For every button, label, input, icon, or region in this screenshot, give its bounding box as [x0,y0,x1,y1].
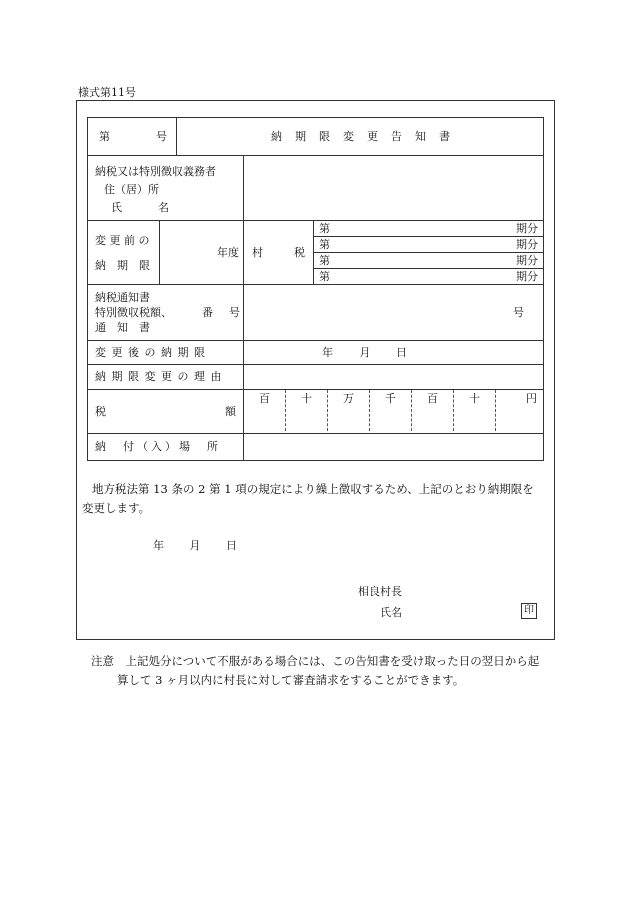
after-hi: 日 [396,345,407,359]
name-label: 氏 名 [111,201,169,214]
payment-place-label-cell [88,434,244,461]
village-label: 村 [252,245,263,259]
reason-value[interactable] [244,365,544,390]
payment-place-label: 納 付（入）場 所 [95,440,221,453]
village-tax-cell [244,221,314,285]
payment-place-row [88,434,544,461]
tax-amount-label-b: 額 [225,404,236,418]
taxpayer-value[interactable] [244,156,544,221]
after-nen: 年 [322,345,333,359]
taxpayer-label: 納税又は特別徴収義務者 [95,165,216,178]
periods-cell [314,221,544,285]
unit-sen: 千 [370,390,412,431]
after-label-cell [88,341,244,365]
payment-place-value[interactable] [244,434,544,461]
before-row [88,221,544,285]
nendo-label: 年度 [217,245,239,259]
go-label: 号 [156,129,167,143]
header-row [88,118,544,156]
after-label: 変 更 後 の 納 期 限 [95,345,206,359]
note-line2: 算して 3 ヶ月以内に村長に対して審査請求をすることができます。 [117,673,465,687]
tax-amount-label-a: 税 [95,404,106,418]
unit-en: 円 [526,392,537,405]
bango-label: 番 号 [202,306,240,319]
taxpayer-label-cell [88,156,244,221]
seal-mark: 印 [521,603,537,619]
after-tsuki: 月 [359,345,371,359]
note-line1: 注意 上記処分について不服がある場合には、この告知書を受け取った日の翌日から起 [91,654,540,668]
tax-amount-row [88,390,544,434]
before-label-top: 変 更 前 の [95,233,150,247]
period-row[interactable]: 第 期分 [314,221,543,237]
fiscal-year-cell[interactable] [160,221,244,285]
date-hi: 日 [226,539,237,552]
notice-line2: 特別徴収税額、 [95,306,172,319]
date-tsuki: 月 [189,539,201,552]
after-date-cell[interactable] [244,341,544,365]
reason-label-cell [88,365,244,390]
amount-units [244,390,543,431]
issuer-name-label: 氏名 [380,606,402,619]
unit-man: 万 [328,390,370,431]
reason-label: 納 期 限 変 更 の 理 由 [95,370,223,383]
address-label: 住（居）所 [104,183,159,196]
body-text-line1: 地方税法第 13 条の 2 第 1 項の規定により繰上徴収するため、上記のとおり納期限を [92,482,534,496]
notice-line1: 納税通知書 [95,291,150,304]
notice-go-label: 号 [513,305,524,319]
notice-line3: 通 知 書 [95,321,150,334]
body-text-line2: 変更します。 [82,501,151,515]
form-number: 様式第11号 [78,86,136,99]
tax-label: 税 [294,245,305,259]
issuer-title: 相良村長 [358,585,402,598]
dai-label: 第 [99,129,110,143]
before-label-cell [88,221,160,285]
document-title: 納 期 限 変 更 告 知 書 [271,129,450,143]
notice-row [88,285,544,341]
unit-hyaku-man: 百 [244,390,286,431]
notice-number-cell[interactable] [244,285,544,341]
before-label-bottom: 納 期 限 [95,258,150,272]
unit-hyaku: 百 [412,390,454,431]
period-row[interactable]: 第 期分 [319,270,538,283]
period-row[interactable]: 第 期分 [314,253,543,269]
unit-juu-man: 十 [286,390,328,431]
period-row[interactable]: 第 期分 [314,237,543,253]
tax-amount-value[interactable] [244,390,544,434]
after-row [88,341,544,365]
taxpayer-row [88,156,544,221]
title-cell [177,118,544,156]
number-cell [88,118,177,156]
notice-label-cell [88,285,244,341]
reason-row [88,365,544,390]
issue-date [153,537,237,553]
notice-form-table [87,117,544,461]
date-nen: 年 [153,539,164,552]
unit-juu: 十 [454,390,496,431]
tax-amount-label-cell [88,390,244,434]
